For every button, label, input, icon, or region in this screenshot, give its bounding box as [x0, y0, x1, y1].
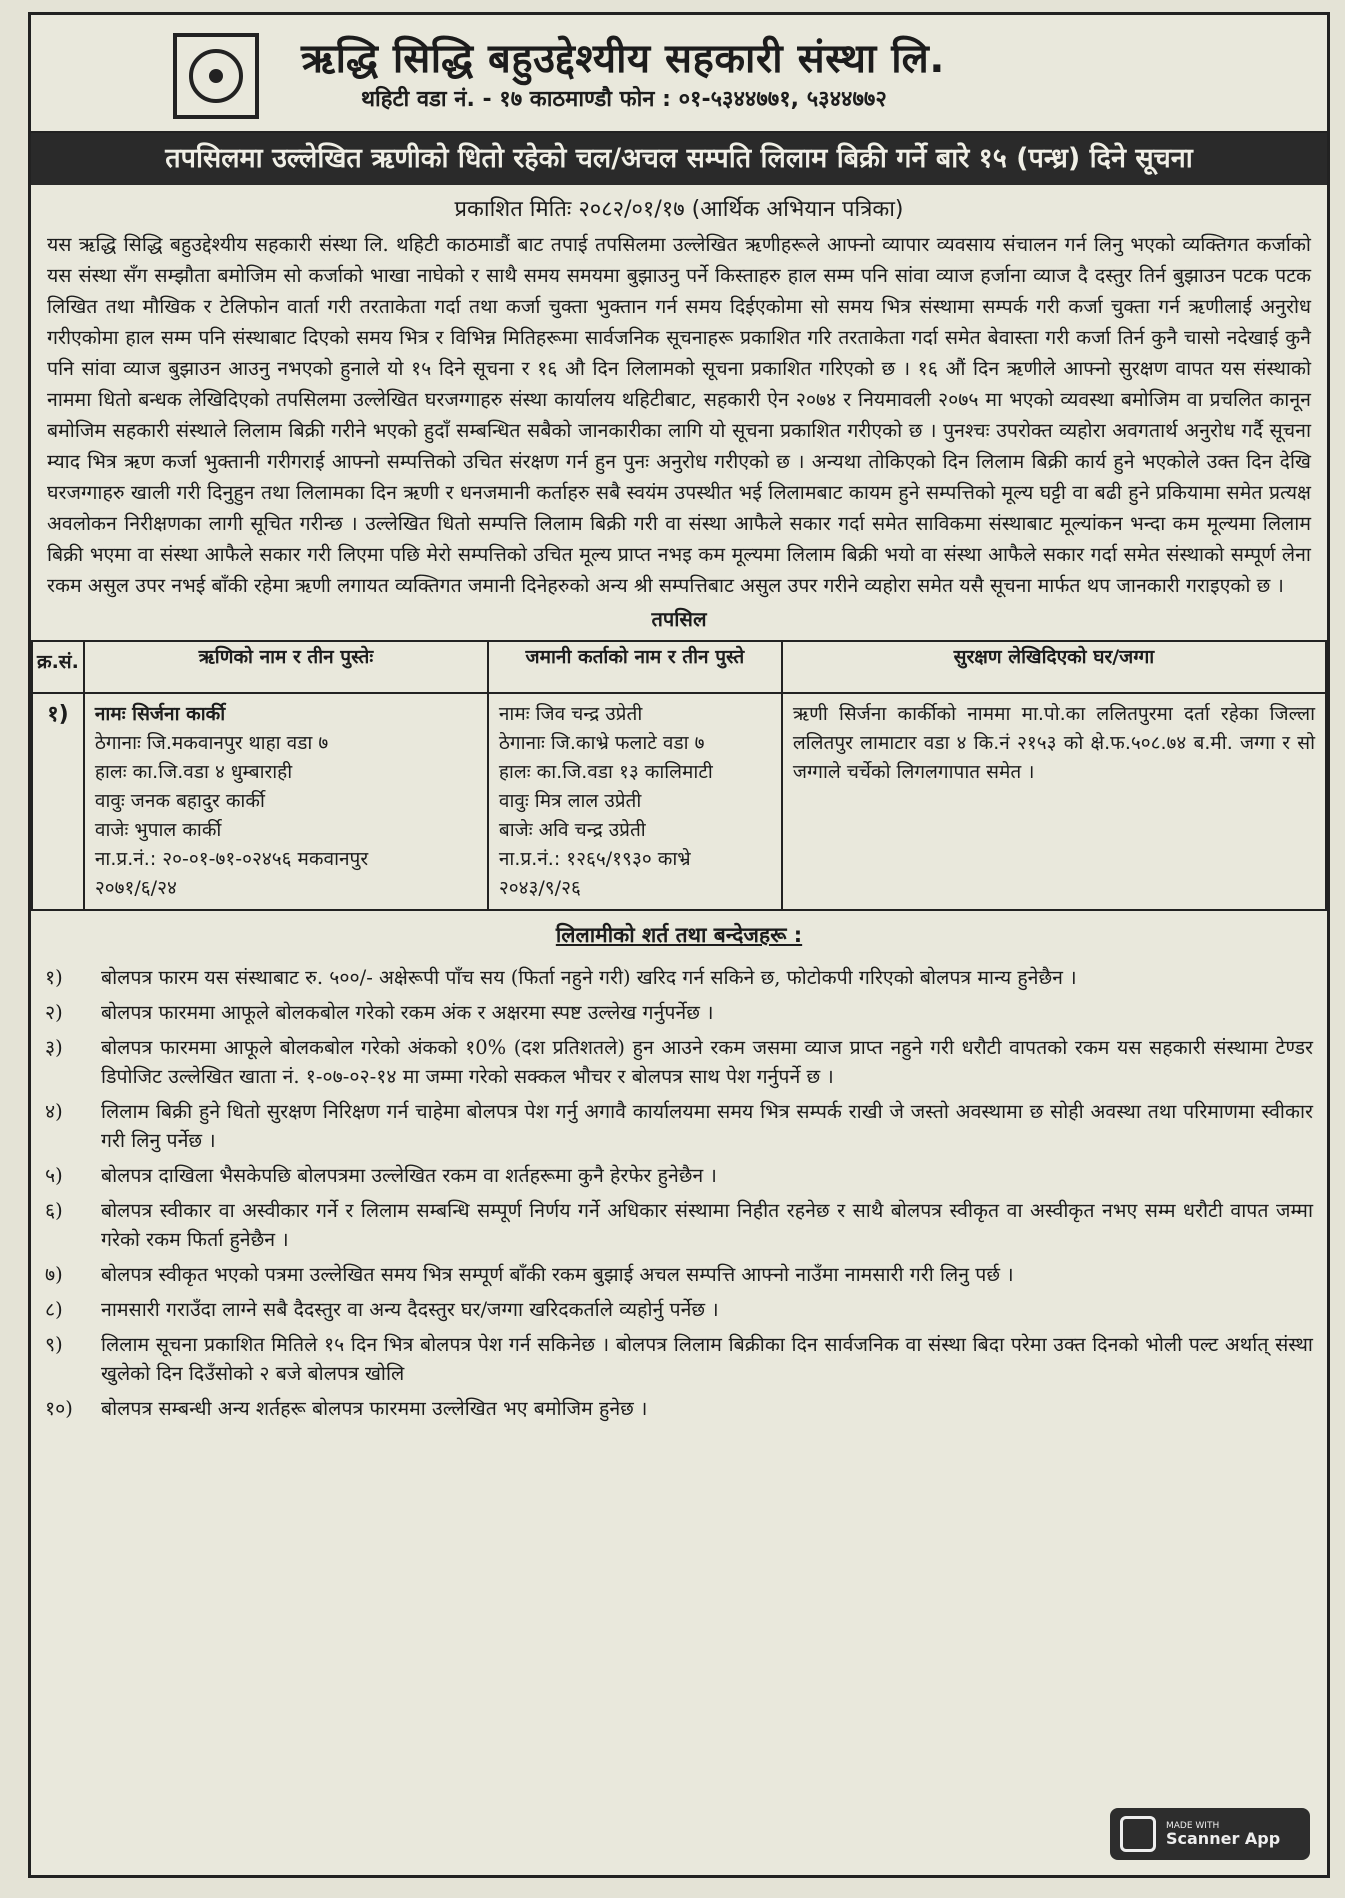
cell-borrower	[84, 693, 488, 910]
conditions-heading: लिलामीको शर्त तथा बन्देजहरू :	[555, 923, 803, 947]
condition-text: नामसारी गराउँदा लाग्ने सबै दैदस्तुर वा अन्य दैदस्तुर घर/जग्गा खरिदकर्ताले व्यहोर्नु पर्नेछ ।	[101, 1298, 719, 1321]
list-item	[45, 1161, 1313, 1190]
condition-number: ६)	[45, 1199, 63, 1222]
condition-text: बोलपत्र दाखिला भैसकेपछि बोलपत्रमा उल्लेखित रकम वा शर्तहरूमा कुनै हेरफेर हुनेछैन ।	[101, 1164, 717, 1187]
condition-text: लिलाम बिक्री हुने धितो सुरक्षण निरिक्षण गर्न चाहेमा बोलपत्र पेश गर्नु अगावै कार्यालयमा समय भित्र सम्पर्क राखी जे जस्तो अवस्थामा छ सोही अवस्था तथा परिमाणमा स्वीकार गरी लिनु पर्नेछ ।	[101, 1100, 1313, 1152]
logo-center-icon	[209, 69, 223, 83]
scanner-app-watermark	[1110, 1808, 1310, 1860]
condition-text: बोलपत्र सम्बन्धी अन्य शर्तहरू बोलपत्र फारममा उल्लेखित भए बमोजिम हुनेछ ।	[101, 1397, 648, 1420]
guarantor-current-address: हालः का.जि.वडा १३ कालिमाटी	[498, 761, 713, 783]
borrower-grandfather: वाजेः भुपाल कार्की	[94, 819, 222, 841]
condition-number: ५)	[45, 1164, 63, 1187]
borrower-address: ठेगानाः जि.मकवानपुर थाहा वडा ७	[94, 732, 329, 754]
column-header-guarantor: जमानी कर्ताको नाम र तीन पुस्ते	[488, 641, 782, 693]
borrower-current-address: हालः का.जि.वडा ४ धुम्बाराही	[94, 761, 293, 783]
table-row	[32, 693, 1326, 910]
cell-collateral: ऋणी सिर्जना कार्कीको नाममा मा.पो.का ललितपुरमा दर्ता रहेका जिल्ला ललितपुर लामाटार वडा ४ कि.नं २१५३ को क्षे.फ.५०८.७४ ब.मी. जग्गा र सो जग्गाले चर्चेको लिगलगापात समेत ।	[782, 693, 1326, 910]
condition-number: ८)	[45, 1298, 63, 1321]
guarantor-father: वावुः मित्र लाल उप्रेती	[498, 790, 642, 812]
borrower-name: नामः सिर्जना कार्की	[94, 703, 226, 725]
list-item	[45, 1196, 1313, 1254]
condition-text: लिलाम सूचना प्रकाशित मितिले १५ दिन भित्र बोलपत्र पेश गर्न सकिनेछ । बोलपत्र लिलाम बिक्रीका दिन सार्वजनिक वा संस्था बिदा परेमा उक्त दिनको भोली पल्ट अर्थात् संस्था खुलेको दिन दिउँसोको २ बजे बोलपत्र खोलि	[101, 1333, 1313, 1385]
cooperative-logo	[173, 33, 259, 119]
cell-guarantor	[488, 693, 782, 910]
condition-text: बोलपत्र स्वीकार वा अस्वीकार गर्ने र लिलाम सम्बन्धि सम्पूर्ण निर्णय गर्ने अधिकार संस्थामा निहीत रहनेछ र साथै बोलपत्र स्वीकृत वा अस्वीकृत नभए सम्म धरौटी वापत जम्मा गरेको रकम फिर्ता हुनेछैन ।	[101, 1199, 1313, 1251]
condition-text: बोलपत्र फारममा आफूले बोलकबोल गरेको अंकको १0% (दश प्रतिशतले) हुन आउने रकम जसमा व्याज प्राप्त नहुने गरी धरौटी वापतको रकम यस सहकारी संस्थामा टेण्डर डिपोजिट उल्लेखित खाता नं. १-०७-०२-१४ मा जम्मा गरेको सक्कल भौचर र बोलपत्र साथ पेश गर्नुपर्ने छ ।	[101, 1036, 1313, 1088]
condition-number: ७)	[45, 1263, 63, 1286]
list-item	[45, 1260, 1313, 1289]
list-item	[45, 1330, 1313, 1388]
logo-ring-icon	[189, 49, 243, 103]
column-header-borrower: ऋणिको नाम र तीन पुस्तेः	[84, 641, 488, 693]
published-date: प्रकाशित मितिः २०८२/०१/१७ (आर्थिक अभियान पत्रिका)	[454, 197, 904, 222]
watermark-big-text: Scanner App	[1166, 1829, 1281, 1848]
notice-header	[31, 15, 1327, 133]
condition-text: बोलपत्र फारम यस संस्थाबाट रु. ५००/- अक्षेरूपी पाँच सय (फिर्ता नहुने गरी) खरिद गर्न सकिने छ, फोटोकपी गरिएको बोलपत्र मान्य हुनेछैन ।	[101, 966, 1077, 989]
condition-number: ३)	[45, 1036, 63, 1059]
column-header-sn: क्र.सं.	[32, 641, 84, 693]
scanner-app-icon	[1120, 1816, 1156, 1852]
condition-number: ९)	[45, 1333, 63, 1356]
list-item	[45, 963, 1313, 992]
borrower-citizenship-date: २०७१/६/२४	[94, 877, 177, 899]
list-item	[45, 1394, 1313, 1423]
guarantor-name: नामः जिव चन्द्र उप्रेती	[498, 703, 643, 725]
list-item	[45, 1097, 1313, 1155]
guarantor-grandfather: बाजेः अवि चन्द्र उप्रेती	[498, 819, 646, 841]
condition-text: बोलपत्र फारममा आफूले बोलकबोल गरेको रकम अंक र अक्षरमा स्पष्ट उल्लेख गर्नुपर्नेछ ।	[101, 1001, 714, 1024]
column-header-collateral: सुरक्षण लेखिदिएको घर/जग्गा	[782, 641, 1326, 693]
organization-name: ऋद्धि सिद्धि बहुउद्देश्यीय सहकारी संस्था लि.	[301, 36, 945, 82]
guarantor-citizenship: ना.प्र.नं.: १२६५/१९३० काभ्रे	[498, 848, 691, 870]
watermark-small-text: MADE WITH	[1166, 1821, 1220, 1831]
borrower-citizenship: ना.प्र.नं.: २०-०१-७१-०२४५६ मकवानपुर	[94, 848, 369, 870]
list-item	[45, 1033, 1313, 1091]
organization-address: थहिटी वडा नं. - १७ काठमाण्डौ फोन : ०१-५३४४७७१, ५३४४७७२	[361, 87, 887, 112]
list-item	[45, 998, 1313, 1027]
borrower-father: वावुः जनक बहादुर कार्की	[94, 790, 265, 812]
list-item	[45, 1295, 1313, 1324]
schedule-header-row	[32, 641, 1326, 693]
schedule-heading: तपसिल	[651, 607, 707, 631]
cell-sn: १)	[32, 693, 84, 910]
watermark-text	[1166, 1821, 1280, 1847]
public-notice	[28, 12, 1330, 1878]
condition-number: २)	[45, 1001, 63, 1024]
guarantor-citizenship-date: २०४३/९/२६	[498, 877, 581, 899]
guarantor-address: ठेगानाः जि.काभ्रे फलाटे वडा ७	[498, 732, 705, 754]
condition-number: ४)	[45, 1100, 63, 1123]
condition-number: १)	[45, 966, 63, 989]
notice-title: तपसिलमा उल्लेखित ऋणीको धितो रहेको चल/अचल सम्पति लिलाम बिक्री गर्ने बारे १५ (पन्ध्र) दिने सूचना	[31, 133, 1327, 185]
condition-number: १०)	[45, 1397, 73, 1420]
conditions-list	[45, 963, 1313, 1423]
schedule-table	[31, 640, 1327, 911]
notice-body: यस ऋद्धि सिद्धि बहुउद्देश्यीय सहकारी संस्था लि. थहिटी काठमाडौं बाट तपाई तपसिलमा उल्लेखित ऋणीहरूले आफ्नो व्यापार व्यवसाय संचालन गर्न लिनु भएको व्यक्तिगत कर्जाको यस संस्था सँग सम्झौता बमोजिम सो कर्जाको भाखा नाघेको र साथै समय समयमा बुझाउनु पर्ने किस्ताहरु हाल सम्म पनि सांवा व्याज हर्जाना व्याज दै दस्तुर तिर्न बुझाउन पटक पटक लिखित तथा मौखिक र टेलिफोन वार्ता गरी तरताकेता गर्दा तथा कर्जा चुक्ता भुक्तान गर्न समय दिईएकोमा सो समय भित्र संस्थामा सम्पर्क गरी कर्जा चुक्ता गर्न ऋणीलाई अनुरोध गरीएकोमा हाल सम्म पनि संस्थाबाट दिएको समय भित्र र विभिन्न मितिहरूमा सार्वजनिक सूचनाहरू प्रकाशित गरि तरताकेता गर्दा समेत बेवास्ता गरी कर्जा तिर्न कुनै चासो नदेखाई कुनै पनि सांवा व्याज बुझाउन आउनु नभएको हुनाले यो १५ दिने सूचना र १६ औ दिन लिलामको सूचना प्रकाशित गरिएको छ । १६ औं दिन ऋणीले आफ्नो सुरक्षण वापत यस संस्थाको नाममा धितो बन्धक लेखिदिएको तपसिलमा उल्लेखित घरजग्गाहरु संस्था कार्यालय थहिटीबाट, सहकारी ऐन २०७४ र नियमावली २०७५ मा भएको व्यवस्था बमोजिम वा प्रचलित कानून बमोजिम सहकारी संस्थाले लिलाम बिक्री गरीने भएको हुदाँ सम्बन्धित सबैको जानकारीका लागि यो सूचना प्रकाशित गरीएको छ । पुनश्चः उपरोक्त व्यहोरा अवगतार्थ अनुरोध गर्दै सूचना म्याद भित्र ऋण कर्जा भुक्तानी गरीगराई आफ्नो सम्पत्तिको उचित संरक्षण गर्न हुन पुनः अनुरोध गरीएको छ । अन्यथा तोकिएको दिन लिलाम बिक्री कार्य हुने भएकोले उक्त दिन देखि घरजग्गाहरु खाली गरी दिनुहुन तथा लिलामका दिन ऋणी र धनजमानी कर्ताहरु सबै स्वयंम उपस्थीत भई लिलामबाट कायम हुने सम्पत्तिको मूल्य घट्टी वा बढी हुने प्रकियामा समेत प्रत्यक्ष अवलोकन निरीक्षणका लागी सूचित गरीन्छ । उल्लेखित धितो सम्पत्ति लिलाम बिक्री गरी वा संस्था आफैले सकार गर्दा समेत साविकमा संस्थाबाट मूल्यांकन भन्दा कम मूल्यमा लिलाम बिक्री भएमा वा संस्था आफैले सकार गरी लिएमा पछि मेरो सम्पत्तिको उचित मूल्य प्राप्त नभइ कम मूल्यमा लिलाम बिक्री भयो वा संस्था आफैले सकार गर्दा समेत संस्थाको सम्पूर्ण लेना रकम असुल उपर नभई बाँकी रहेमा ऋणी लगायत व्यक्तिगत जमानी दिनेहरुको अन्य श्री सम्पत्तिबाट असुल उपर गरीने व्यहोरा समेत यसै सूचना मार्फत थप जानकारी गराइएको छ ।	[47, 233, 1311, 597]
condition-text: बोलपत्र स्वीकृत भएको पत्रमा उल्लेखित समय भित्र सम्पूर्ण बाँकी रकम बुझाई अचल सम्पत्ति आफ्नो नाउँमा नामसारी गरी लिनु पर्छ ।	[101, 1263, 1014, 1286]
